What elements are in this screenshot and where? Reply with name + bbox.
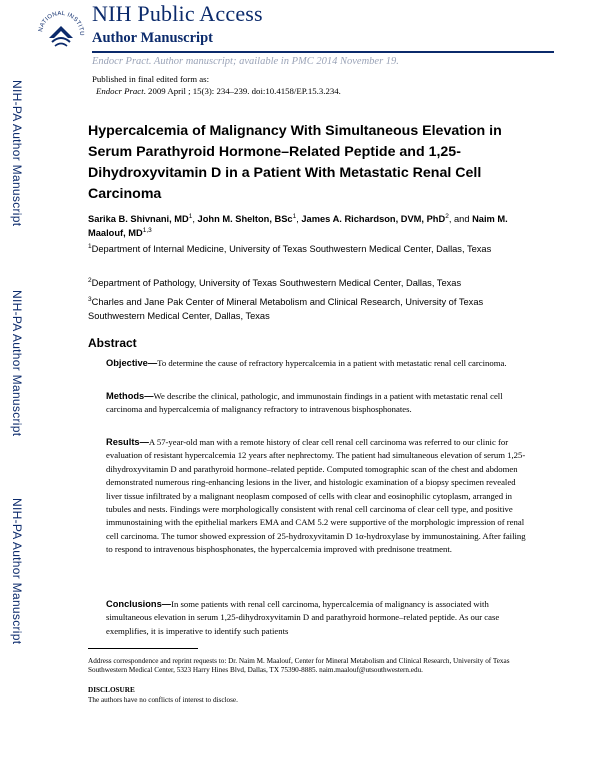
affiliation-number: 1	[88, 242, 92, 250]
side-label-middle: NIH-PA Author Manuscript	[10, 290, 24, 437]
availability-line	[92, 56, 399, 67]
citation-journal: Endocr Pract	[96, 86, 144, 96]
author-list: Sarika B. Shivnani, $MD^1$, John M. Shelton, BSc$^1$, James A. Richardson, DVM, PhD$^2$, and Naim M. Maalouf, MD$^{1,3}$	[88, 212, 508, 238]
author-manuscript-label: Author Manuscript	[92, 30, 213, 46]
objective-text: To determine the cause of refractory hypercalcemia in a patient with metastatic renal cell carcinoma.	[157, 358, 507, 368]
author-affiliation-sup: 1,3	[142, 226, 152, 234]
affiliation-text: Department of Internal Medicine, University of Texas Southwestern Medical Center, Dallas, Texas	[91, 244, 492, 254]
header-rule	[92, 51, 554, 53]
conclusions-text: In some patients with renal cell carcinoma, hypercalcemia of malignancy is associated with simultaneous elevation in serum 1,25-dihydroxyvitamin D and parathyroid hormone–related peptide. As our case exemplifies, it is imperative to identify such patients	[106, 599, 500, 636]
objective-label: Objective—	[106, 358, 158, 368]
affiliation-number: 3	[88, 295, 92, 303]
affiliation-number: 2	[88, 276, 92, 284]
author-name: James A. Richardson, DVM, PhD	[301, 214, 446, 224]
results-label: Results—	[106, 437, 149, 447]
methods-text: We describe the clinical, pathologic, and immunostain findings in a patient with metastatic renal cell carcinoma and hypercalcemia of malignancy refractory to intravenous bisphosphonates.	[106, 391, 503, 415]
article-title: Hypercalcemia of Malignancy With Simultaneous Elevation in Serum Parathyroid Hormone–Related Peptide and 1,25-Dihydroxyvitamin D in a Patient With Metastatic Renal Cell Carcinoma	[88, 123, 502, 202]
abstract-objective	[106, 357, 531, 370]
author-affiliation-sup: 1	[188, 212, 193, 220]
author-name: John M. Shelton, BSc	[197, 214, 293, 224]
author-affiliation-sup: 2	[445, 212, 449, 220]
correspondence-address: Address correspondence and reprint requests to: Dr. Naim M. Maalouf, Center for Mineral Metabolism and Clinical Research, University of Texas Southwestern Medical Center, 5323 Harry Hines Blvd, Dallas, TX 75390-8885. naim.maalouf@utsouthwestern.edu.	[88, 657, 510, 675]
author-name: Naim M. Maalouf, MD	[88, 214, 508, 238]
side-label-bottom: NIH-PA Author Manuscript	[10, 498, 24, 645]
abstract-heading: Abstract	[88, 336, 137, 350]
nih-logo	[34, 4, 88, 58]
footnote-rule	[88, 648, 198, 649]
affiliation	[88, 277, 533, 291]
results-text: A 57-year-old man with a remote history of clear cell renal cell carcinoma was referred to our clinic for evaluation of resistant hypercalcemia 12 years after nephrectomy. The patient had simultaneous elevation of serum 1,25-dihydroxyvitamin D and parathyroid hormone–related peptide. Computed tomographic scan of the chest and abdomen demonstrated numerous ring-enhancing lesions in the liver, and histologic examination of a biopsy specimen revealed liver tissue infiltrated by a malignant neoplasm composed of cells with clear and eosinophilic cytoplasm, arranged in tubules and nests. Findings were morphologically consistent with renal cell carcinoma of clear cell type, and positive immunostaining with the epithelial markers EMA and CAM 5.2 were supportive of the morphologic impression of renal cell carcinoma. The tumor showed expression of 25-hydroxyvitamin D 1α-hydroxylase by immunostaining. After failing to respond to intravenous bisphosphonates, the hypercalcemia improved with prednisone treatment.	[106, 437, 526, 555]
affiliation-text: Department of Pathology, University of Texas Southwestern Medical Center, Dallas, Texas	[91, 278, 462, 288]
affiliation-text: Charles and Jane Pak Center of Mineral Metabolism and Clinical Research, University of Texas Southwestern Medical Center, Dallas, Texas	[88, 297, 484, 321]
methods-label: Methods—	[106, 391, 154, 401]
author-conjunction: and	[453, 214, 470, 224]
logo-text: NATIONAL INSTITU	[38, 10, 85, 36]
abstract-conclusions	[106, 598, 531, 638]
author-name: Sarika B. Shivnani, MD	[88, 214, 189, 224]
affiliation	[88, 243, 533, 257]
disclosure-text: The authors have no conflicts of interest to disclose.	[88, 696, 238, 704]
citation	[96, 86, 341, 96]
availability-text: Author manuscript; available in PMC 2014 November 19.	[151, 56, 399, 67]
abstract-methods	[106, 390, 531, 417]
citation-details: . 2009 April ; 15(3): 234–239. doi:10.4158/EP.15.3.234.	[143, 86, 341, 96]
published-label: Published in final edited form as:	[92, 74, 210, 84]
author-affiliation-sup: 1	[292, 212, 297, 220]
affiliation	[88, 296, 533, 323]
conclusions-label: Conclusions—	[106, 599, 172, 609]
disclosure-heading: DISCLOSURE	[88, 686, 135, 694]
side-label-top: NIH-PA Author Manuscript	[10, 80, 24, 227]
nih-public-access-title: NIH Public Access	[92, 1, 263, 26]
availability-journal: Endocr Pract.	[92, 56, 152, 67]
abstract-results	[106, 436, 531, 557]
